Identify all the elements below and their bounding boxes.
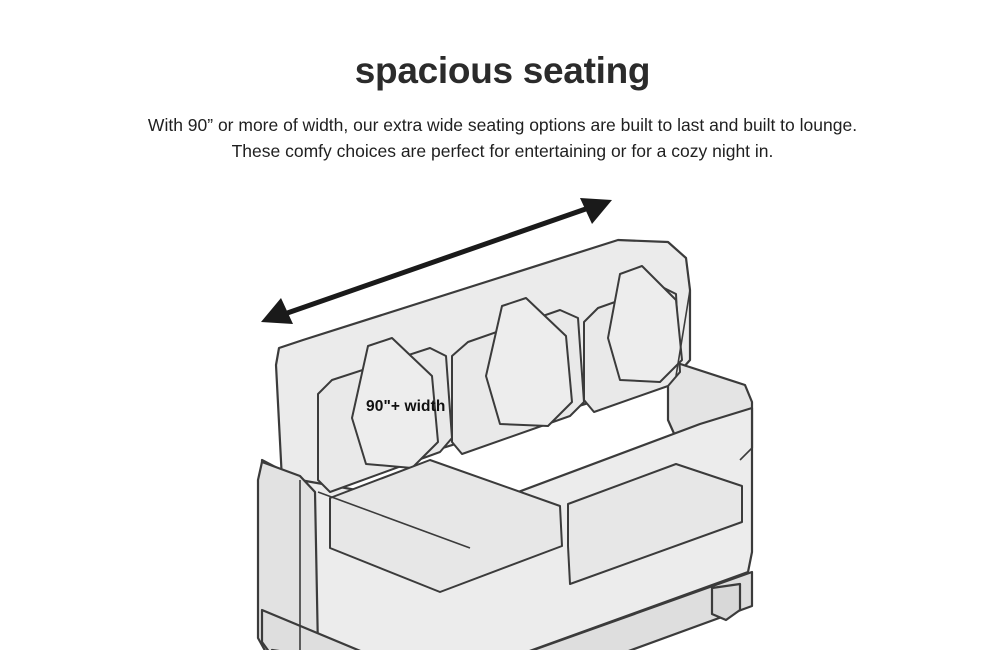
- subtitle-line-2: These comfy choices are perfect for entertaining or for a cozy night in.: [231, 141, 774, 161]
- page-title: spacious seating: [354, 50, 651, 91]
- subtitle-line-1: With 90” or more of width, our extra wide seating options are built to last and built to lounge.: [147, 115, 858, 135]
- page-subtitle: [0, 112, 1005, 164]
- sofa-illustration: [0, 180, 1005, 650]
- sofa-diagram-svg: [0, 180, 1005, 650]
- width-dimension-label: 90"+ width: [366, 398, 446, 415]
